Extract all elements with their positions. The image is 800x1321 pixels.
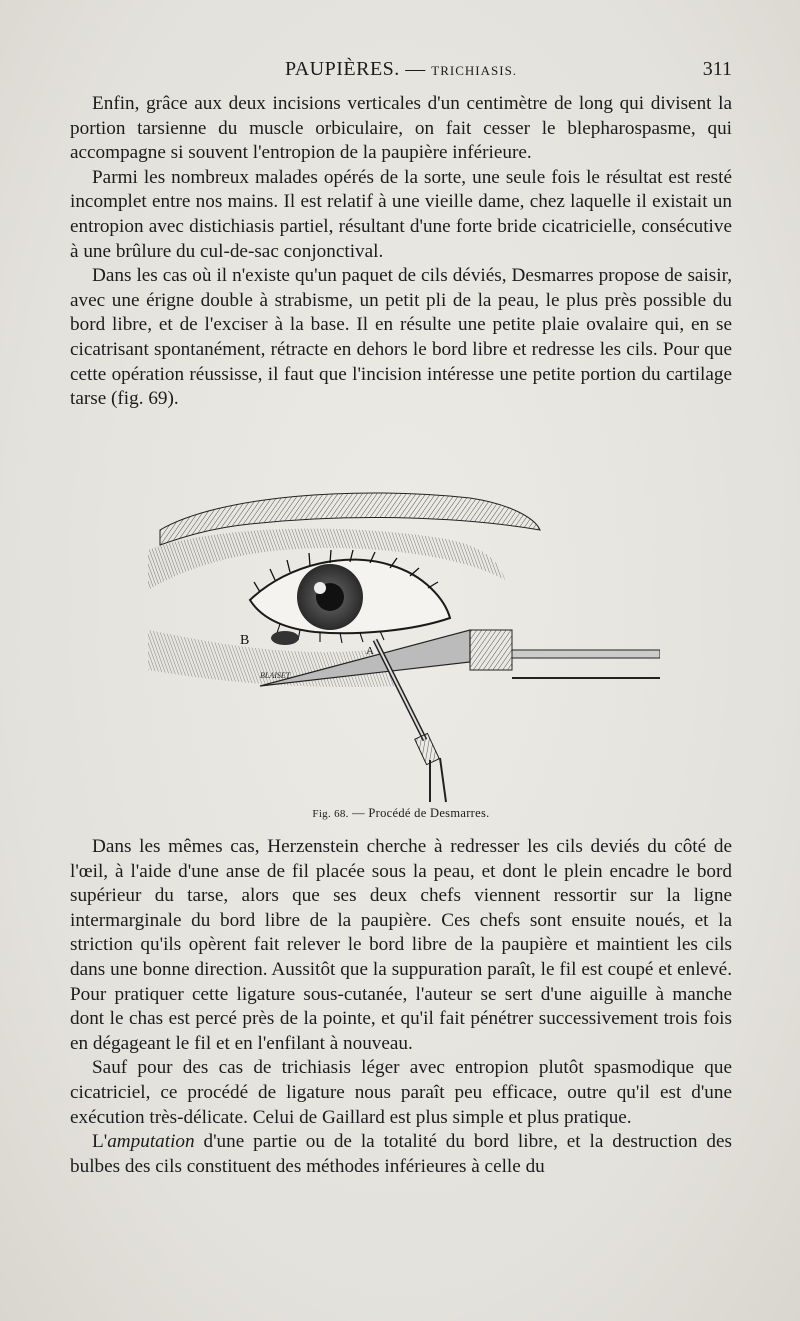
paragraph <box>70 1130 732 1179</box>
hook-tine-right <box>440 758 446 802</box>
label-a: A <box>366 645 374 657</box>
eye-surgery-engraving <box>140 490 660 806</box>
caption-dash: — <box>348 806 369 820</box>
paragraph: Dans les cas où il n'existe qu'un paquet de cils déviés, Desmarres propose de saisir, avec une érigne double à strabisme, un petit pli de la peau, le plus près possible du bord libre, et de l'exciser à la base. Il en résulte une petite plaie ovalaire qui, en se cicatrisant spontanément, rétracte en dehors le bord libre et redresse les cils. Pour que cette opération réussisse, il faut que l'incision intéresse une petite portion du cartilage tarse (fig. 69). <box>70 265 732 410</box>
hook-grip <box>415 733 440 764</box>
paragraph: Enfin, grâce aux deux incisions verticales d'un centimètre de long qui divisent la portion tarsienne du muscle orbiculaire, on fait cesser le blepharospasme, qui accompagne si souvent l'entropion de la paupière inférieure. <box>70 93 732 164</box>
text-fragment: d'une partie ou de la totalité du bord libre, et la destruction des bulbes des cils constituent des méthodes inférieures à celle du <box>70 1131 732 1177</box>
paragraph: Dans les mêmes cas, Herzenstein cherche à redresser les cils deviés du côté de l'œil, à l'aide d'une anse de fil placée sous la peau, et dont le plein encadre le bord supérieur du tarse, alors que ses deux chefs viennent ressortir sur la ligne intermarginale du bord libre de la paupière. Ces chefs sont ensuite noués, et la striction qu'ils opèrent fait relever le bord libre de la paupière et maintient les cils dans une bonne direction. Aussitôt que la suppuration paraît, le fil est coupé et enlevé. Pour pratiquer cette ligature sous-cutanée, l'auteur se sert d'une aiguille à manche dont le chas est percé près de la pointe, et qu'il fait pénétrer successivement trois fois en dégageant le fil et en l'enfilant à nouveau. <box>70 836 732 1054</box>
eye-highlight <box>314 582 326 594</box>
blade-handle-shaft <box>512 650 660 658</box>
engraver-signature: BLAISET <box>260 671 291 680</box>
blade-handle-block <box>470 630 512 670</box>
italic-term: amputation <box>107 1131 195 1153</box>
title-dash: — <box>399 58 432 80</box>
caption-text: Procédé de Desmarres. <box>368 806 490 820</box>
running-header <box>70 58 732 86</box>
skin-fold <box>271 631 299 645</box>
label-b: B <box>240 633 250 648</box>
section-subtitle: TRICHIASIS. <box>431 63 518 78</box>
text-block-bottom <box>70 835 732 1179</box>
text-block-top <box>70 92 732 412</box>
section-title: PAUPIÈRES. <box>284 58 400 80</box>
page-number: 311 <box>702 58 732 80</box>
text-fragment: L' <box>92 1131 108 1153</box>
paragraph: Parmi les nombreux malades opérés de la sorte, une seule fois le résultat est resté incomplet entre nos mains. Il est relatif à une vieille dame, chez laquelle il existait un entropion avec distichiasis partiel, résultant d'une forte bride cicatricielle, consécutive à une brûlure du cul-de-sac conjonctival. <box>70 166 732 262</box>
figure-caption <box>70 806 732 821</box>
figure-number: Fig. 68. <box>312 808 349 820</box>
running-title <box>70 58 732 81</box>
paragraph: Sauf pour des cas de trichiasis léger avec entropion plutôt spasmodique que cicatriciel, ce procédé de ligature nous paraît peu efficace, outre qu'il est d'une exécution très-délicate. Celui de Gaillard est plus simple et plus pratique. <box>70 1057 732 1128</box>
